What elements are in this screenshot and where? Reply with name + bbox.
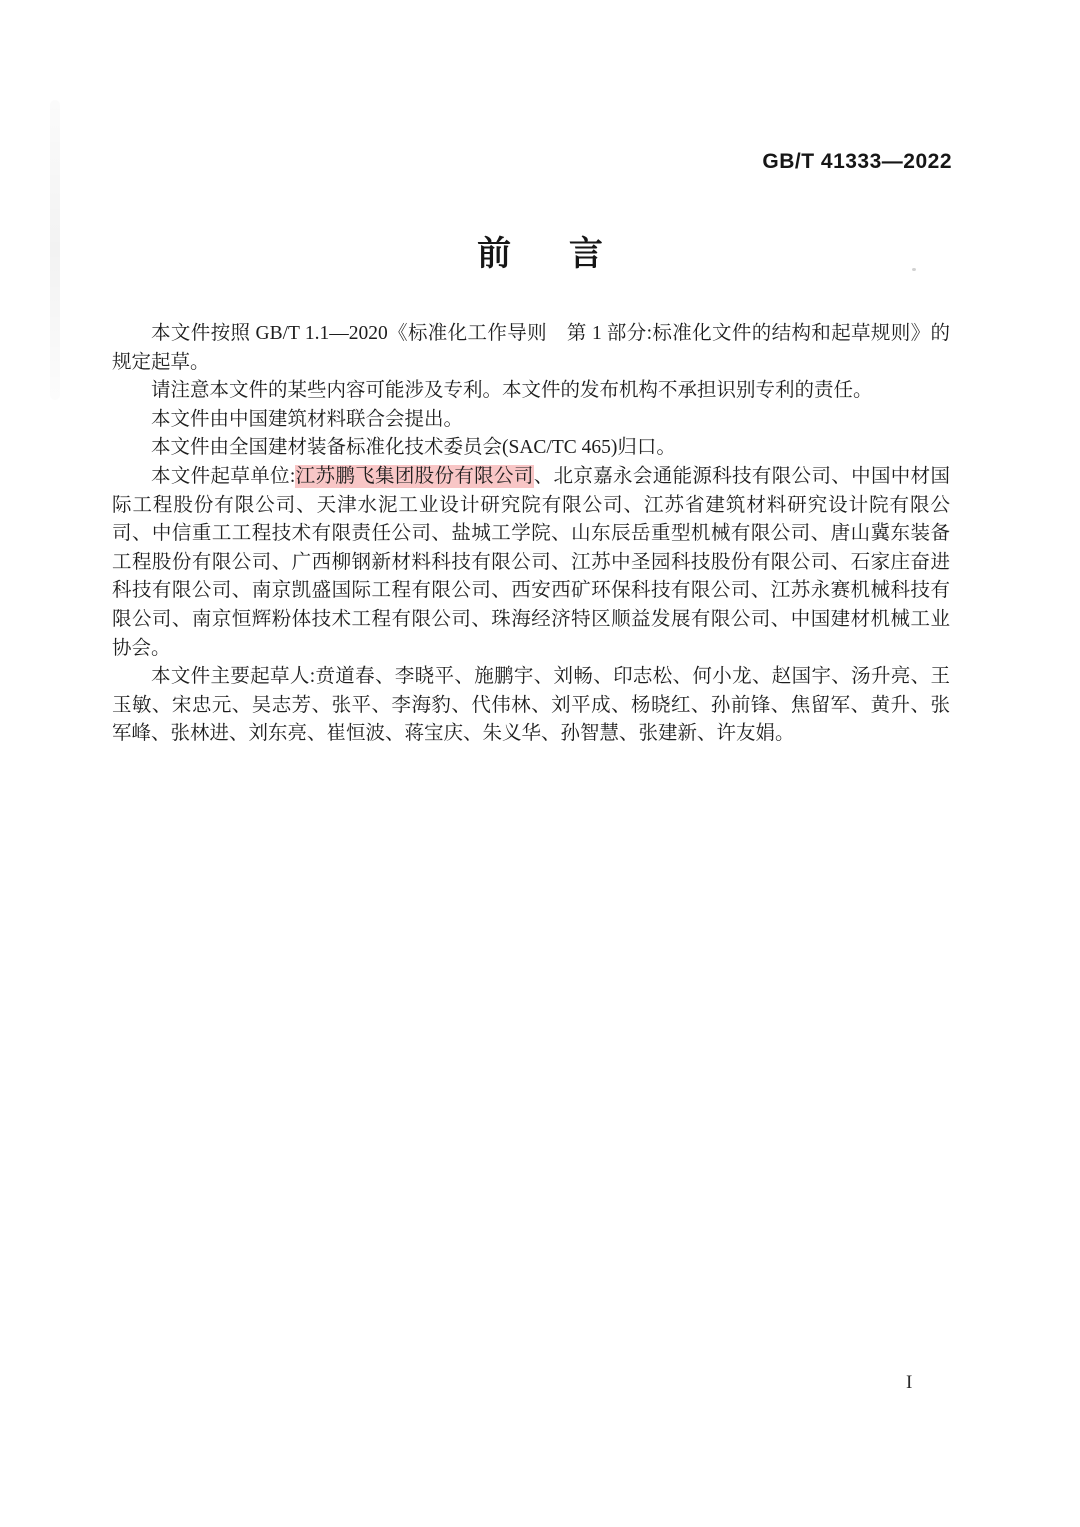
drafting-units-label: 本文件起草单位: [151, 465, 296, 487]
highlighted-company: 江苏鹏飞集团股份有限公司 [295, 465, 534, 487]
page-title: 前言 [477, 235, 661, 273]
paragraph-drafting-rule: 本文件按照 GB/T 1.1—2020《标准化工作导则 第 1 部分:标准化文件的结构和起草规则》的规定起草。 [112, 323, 950, 373]
paragraph-centralized-by: 本文件由全国建材装备标准化技术委员会(SAC/TC 465)归口。 [151, 437, 676, 459]
foreword-body [112, 320, 950, 749]
paragraph-drafting-units [112, 463, 950, 663]
page-number: I [906, 1372, 913, 1393]
drafting-units-list: 、北京嘉永会通能源科技有限公司、中国中材国际工程股份有限公司、天津水泥工业设计研究院有限公司、江苏省建筑材料研究设计院有限公司、中信重工工程技术有限责任公司、盐城工学院、山东辰岳重型机械有限公司、唐山冀东装备工程股份有限公司、广西柳钢新材料科技有限公司、江苏中圣园科技股份有限公司、石家庄奋进科技有限公司、南京凯盛国际工程有限公司、西安西矿环保科技有限公司、江苏永赛机械科技有限公司、南京恒辉粉体技术工程有限公司、珠海经济特区顺益发展有限公司、中国建材机械工业协会。 [112, 465, 950, 659]
paragraph-proposed-by: 本文件由中国建筑材料联合会提出。 [151, 408, 464, 430]
standard-code: GB/T 41333—2022 [762, 150, 952, 173]
paragraph-patent-notice: 请注意本文件的某些内容可能涉及专利。本文件的发布机构不承担识别专利的责任。 [151, 380, 873, 402]
paragraph-drafters: 本文件主要起草人:贲道春、李晓平、施鹏宇、刘畅、印志松、何小龙、赵国宇、汤升亮、王玉敏、宋忠元、吴志芳、张平、李海豹、代伟林、刘平成、杨晓红、孙前锋、焦留军、黄升、张军峰、张林进、刘东亮、崔恒波、蒋宝庆、朱义华、孙智慧、张建新、许友娟。 [112, 666, 950, 745]
